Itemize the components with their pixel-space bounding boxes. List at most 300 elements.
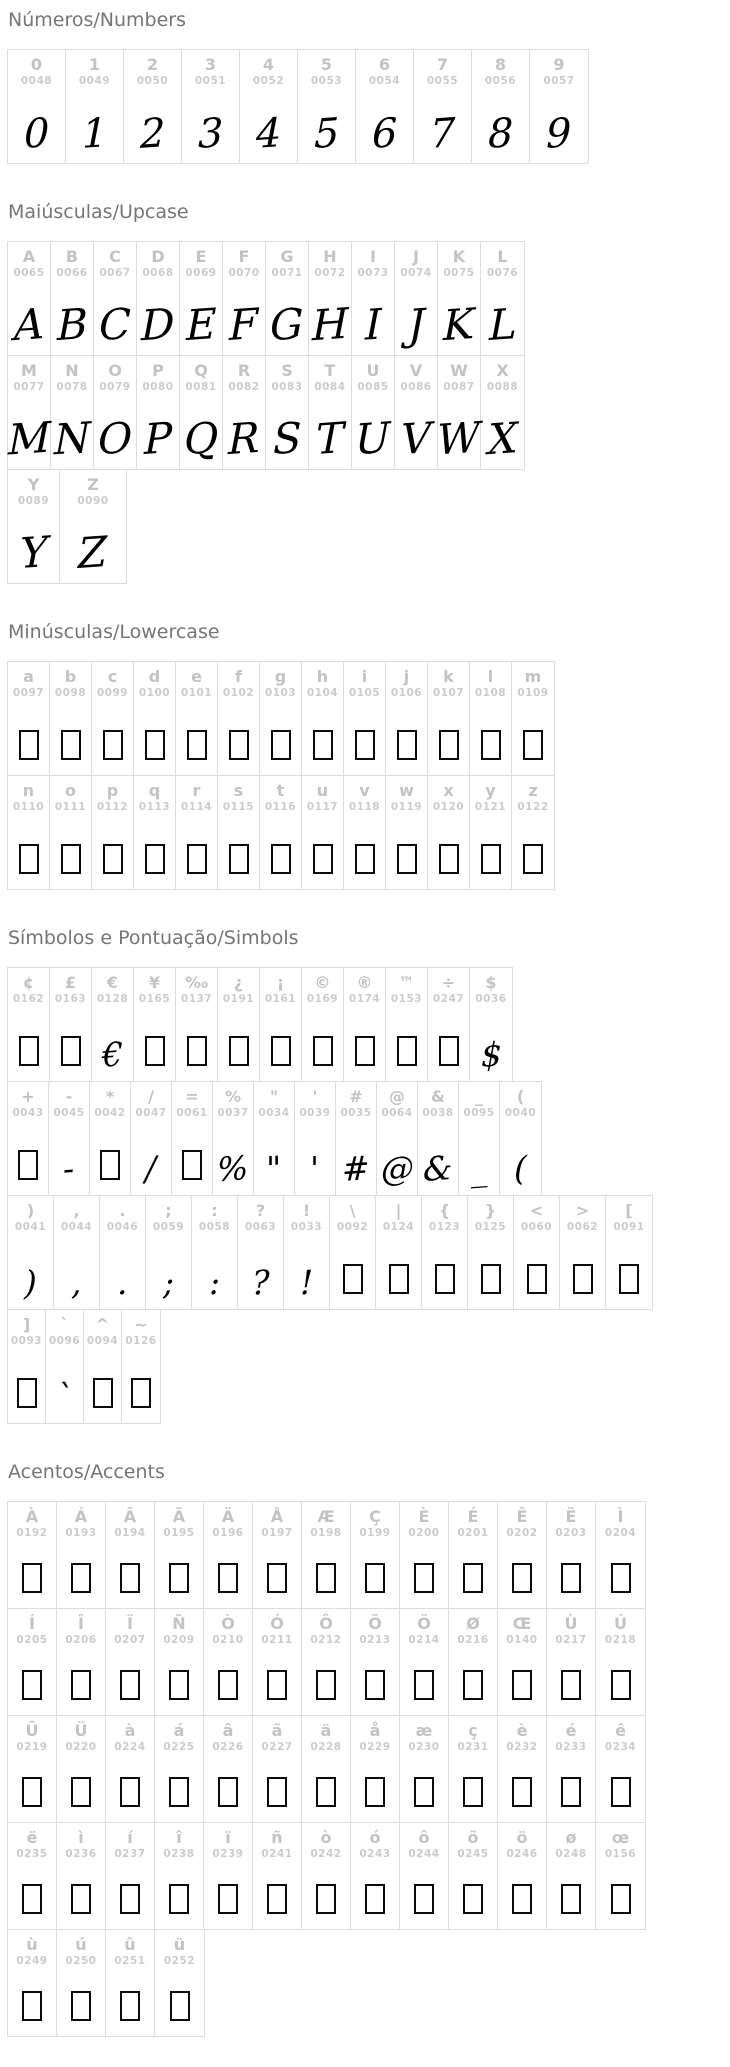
missing-glyph-box [397,1036,417,1066]
cell-unicode-code: 0153 [390,993,423,1005]
missing-glyph-box [145,1036,165,1066]
cell-unicode-code: 0250 [65,1955,97,1967]
glyph: C [98,299,132,351]
glyph-cell [498,1823,547,1929]
glyph-area [271,700,291,768]
glyph-area [143,394,173,465]
cell-unicode-code: 0174 [348,993,381,1005]
cell-unicode-code: 0236 [65,1848,97,1860]
glyph: P [143,413,173,465]
cell-char-label: X [496,361,509,380]
missing-glyph-box [22,1563,42,1593]
missing-glyph-box [313,844,333,874]
cell-char-label: i [361,667,368,686]
cell-unicode-code: 0192 [16,1527,48,1539]
glyph-cell [8,1310,46,1423]
cell-unicode-code: 0217 [555,1634,587,1646]
glyph-area [271,1006,291,1074]
glyph: : [208,1262,221,1303]
missing-glyph-box [414,1777,434,1807]
missing-glyph-box [619,1264,639,1294]
cell-unicode-code: 0117 [306,801,339,813]
glyph-area [365,1861,385,1922]
glyph-area [430,88,455,156]
glyph-row [7,1081,542,1196]
missing-glyph-box [19,1036,39,1066]
glyph-cell [137,356,180,469]
glyph-cell [449,1716,498,1822]
glyph-row [7,1929,205,2037]
glyph-cell [92,776,134,889]
glyph-cell [352,242,395,355]
cell-char-label: = [185,1087,199,1106]
glyph-cell [124,50,182,163]
missing-glyph-box [313,730,333,760]
missing-glyph-box [414,1563,434,1593]
glyph-area [182,1120,202,1188]
cell-char-label: D [151,247,165,266]
cell-unicode-code: 0246 [506,1848,538,1860]
glyph-area [443,280,475,351]
glyph: 3 [197,110,224,158]
missing-glyph-box [187,1036,207,1066]
missing-glyph-box [463,1777,483,1807]
cell-unicode-code: 0075 [443,267,475,279]
missing-glyph-box [22,1670,42,1700]
missing-glyph-box [218,1670,238,1700]
glyph: H [311,298,349,351]
glyph-cell [8,470,60,583]
cell-unicode-code: 0109 [517,687,549,699]
cell-char-label: 7 [436,55,449,74]
cell-unicode-code: 0074 [400,267,432,279]
cell-char-label: < [529,1201,544,1220]
glyph-row [7,1715,646,1823]
glyph: 6 [371,110,398,158]
cell-char-label: p [106,781,119,800]
cell-unicode-code: 0239 [212,1848,244,1860]
cell-unicode-code: 0061 [176,1107,208,1119]
cell-unicode-code: 0200 [408,1527,440,1539]
missing-glyph-box [573,1264,593,1294]
glyph-cell [547,1716,596,1822]
glyph-cell [596,1823,645,1929]
glyph-cell [302,1609,351,1715]
glyph: ) [24,1262,37,1303]
cell-char-label: Ã [172,1507,186,1526]
glyph: 8 [487,110,514,158]
cell-char-label: [ [625,1201,633,1220]
glyph-cell [400,1609,449,1715]
missing-glyph-box [61,844,81,874]
cell-unicode-code: 0121 [474,801,507,813]
glyph-area [316,1861,336,1922]
cell-unicode-code: 0252 [163,1955,196,1967]
cell-unicode-code: 0059 [152,1221,185,1233]
cell-unicode-code: 0123 [428,1221,461,1233]
cell-char-label: 5 [320,55,333,74]
cell-char-label: { [438,1201,451,1220]
glyph-area [71,1968,91,2029]
glyph-cell [449,1609,498,1715]
glyph-area [103,814,123,882]
glyph-cell [514,1196,560,1309]
cell-char-label: Á [74,1507,88,1526]
glyph-cell [213,1082,254,1195]
glyph-cell [8,968,50,1081]
glyph-cell [422,1196,468,1309]
glyph-cell [155,1823,204,1929]
missing-glyph-box [523,730,543,760]
glyph-cell [547,1502,596,1608]
cell-unicode-code: 0205 [16,1634,48,1646]
glyph-area [271,814,291,882]
cell-unicode-code: 0036 [475,993,507,1005]
glyph-cell [106,1716,155,1822]
cell-unicode-code: 0140 [506,1634,538,1646]
cell-unicode-code: 0063 [244,1221,277,1233]
cell-unicode-code: 0069 [185,267,217,279]
glyph-area [488,280,517,351]
cell-unicode-code: 0238 [163,1848,195,1860]
cell-char-label: ë [26,1828,38,1847]
cell-char-label: z [528,781,538,800]
cell-char-label: ì [78,1828,84,1847]
glyph-area [487,394,518,465]
cell-unicode-code: 0193 [65,1527,97,1539]
cell-unicode-code: 0209 [163,1634,195,1646]
cell-char-label: P [152,361,164,380]
missing-glyph-box [229,1036,249,1066]
glyph-cell [92,662,134,775]
cell-char-label: Ô [319,1614,333,1633]
glyph-area [63,1120,74,1188]
glyph-cell [547,1823,596,1929]
glyph-area [313,1006,333,1074]
cell-char-label: 9 [553,55,565,74]
glyph-area [439,1006,459,1074]
glyph-area [573,1234,593,1302]
cell-char-label: ó [369,1828,381,1847]
glyph-cell [253,1609,302,1715]
cell-char-label: Z [87,475,99,494]
glyph-cell [351,1502,400,1608]
glyph-row [7,355,525,470]
glyph-area [217,1120,248,1188]
cell-unicode-code: 0070 [228,267,260,279]
cell-char-label: ® [356,973,373,992]
cell-unicode-code: 0194 [114,1527,146,1539]
cell-unicode-code: 0079 [99,381,131,393]
glyph-area [512,1647,532,1708]
glyph-cell [204,1716,253,1822]
glyph-cell [51,242,94,355]
missing-glyph-box [611,1777,631,1807]
glyph: $ [480,1034,502,1076]
missing-glyph-box [19,730,39,760]
glyph: B [56,299,88,351]
cell-unicode-code: 0033 [290,1221,323,1233]
glyph-area [229,280,259,351]
cell-char-label: € [106,973,119,992]
glyph-area [561,1861,581,1922]
cell-unicode-code: 0039 [299,1107,331,1119]
glyph-area [22,1647,42,1708]
glyph: / [145,1148,157,1189]
cell-char-label: @ [389,1087,405,1106]
glyph-cell [400,1823,449,1929]
glyph-area [56,1348,73,1416]
glyph-cell [395,242,438,355]
cell-char-label: ? [255,1201,266,1220]
cell-unicode-code: 0077 [13,381,45,393]
glyph-cell [8,356,51,469]
cell-char-label: Í [29,1614,35,1633]
cell-unicode-code: 0087 [443,381,475,393]
cell-unicode-code: 0214 [408,1634,440,1646]
glyph-cell [218,776,260,889]
cell-unicode-code: 0249 [16,1955,48,1967]
cell-char-label: : [211,1201,218,1220]
missing-glyph-box [71,1991,91,2021]
cell-char-label: ¡ [276,973,285,992]
glyph-area [170,1968,190,2029]
cell-char-label: â [222,1721,234,1740]
cell-char-label: ¿ [233,973,244,992]
cell-unicode-code: 0227 [261,1741,293,1753]
cell-unicode-code: 0076 [486,267,519,279]
cell-char-label: , [73,1201,80,1220]
cell-unicode-code: 0034 [258,1107,290,1119]
missing-glyph-box [389,1264,409,1294]
glyph-cell [344,776,386,889]
cell-unicode-code: 0116 [264,801,297,813]
section-upcase [7,164,730,584]
glyph-cell [606,1196,652,1309]
glyph-cell [46,1310,84,1423]
cell-char-label: Q [194,361,208,380]
section-accents [7,1424,730,2037]
glyph-area [481,1234,501,1302]
missing-glyph-box [120,1991,140,2021]
glyph-cell [260,776,302,889]
missing-glyph-box [100,1150,120,1180]
glyph-cell [218,662,260,775]
glyph: ? [251,1262,270,1303]
glyph-cell [260,968,302,1081]
cell-char-label: c [107,667,118,686]
glyph-cell [309,242,352,355]
missing-glyph-box [611,1563,631,1593]
glyph-cell [449,1502,498,1608]
glyph: 2 [139,110,166,158]
missing-glyph-box [523,844,543,874]
glyph-cell [386,776,428,889]
cell-unicode-code: 0169 [306,993,339,1005]
glyph-cell [8,1930,57,2036]
cell-char-label: ú [75,1935,87,1954]
cell-char-label: a [23,667,34,686]
cell-char-label: r [192,781,201,800]
glyph-cell [547,1609,596,1715]
glyph-cell [596,1716,645,1822]
cell-char-label: 4 [262,55,275,74]
cell-char-label: û [124,1935,136,1954]
section-title-lowercase: Minúsculas/Lowercase [8,621,220,643]
glyph-cell [106,1930,155,2036]
cell-unicode-code: 0228 [310,1741,342,1753]
glyph: ( [514,1148,527,1189]
glyph: " [266,1148,282,1189]
cell-char-label: f [235,667,242,686]
cell-unicode-code: 0212 [310,1634,342,1646]
glyph-cell [155,1716,204,1822]
glyph-area [267,1861,287,1922]
glyph-area [61,700,81,768]
glyph-area [103,700,123,768]
glyph-cell [596,1502,645,1608]
cell-unicode-code: 0113 [138,801,171,813]
glyph: ` [56,1376,73,1417]
cell-char-label: # [349,1087,363,1106]
cell-unicode-code: 0198 [310,1527,342,1539]
glyph: . [117,1262,128,1303]
glyph-area [13,280,45,351]
glyph-cell [8,50,66,163]
missing-glyph-box [61,1036,81,1066]
glyph-area [120,1968,140,2029]
glyph-cell [302,968,344,1081]
glyph-cell [254,1082,295,1195]
glyph-area [267,1754,287,1815]
glyph-row [7,469,127,584]
cell-unicode-code: 0080 [142,381,174,393]
cell-unicode-code: 0195 [163,1527,195,1539]
missing-glyph-box [131,1378,151,1408]
glyph-cell [137,242,180,355]
glyph-cell [8,1823,57,1929]
glyph-cell [57,1502,106,1608]
cell-char-label: Å [270,1507,284,1526]
cell-unicode-code: 0035 [340,1107,372,1119]
glyph-cell [302,776,344,889]
glyph-cell [94,242,137,355]
cell-unicode-code: 0251 [114,1955,146,1967]
cell-char-label: ! [302,1201,311,1220]
glyph-cell [266,356,309,469]
glyph-cell [498,1716,547,1822]
glyph-area [523,814,543,882]
glyph-area [145,1006,165,1074]
missing-glyph-box [439,844,459,874]
cell-unicode-code: 0047 [135,1107,167,1119]
cell-char-label: \ [349,1201,356,1220]
glyph-area [365,280,382,348]
missing-glyph-box [611,1670,631,1700]
cell-char-label: È [418,1507,430,1526]
glyph-cell [180,356,223,469]
missing-glyph-box [463,1884,483,1914]
missing-glyph-box [365,1777,385,1807]
glyph-cell [155,1609,204,1715]
cell-char-label: Œ [512,1614,532,1633]
glyph-cell [418,1082,459,1195]
glyph-area [61,1006,81,1074]
cell-unicode-code: 0105 [348,687,381,699]
cell-unicode-code: 0081 [185,381,217,393]
cell-unicode-code: 0072 [314,267,346,279]
glyph-area [365,1647,385,1708]
cell-unicode-code: 0231 [457,1741,489,1753]
cell-char-label: ï [225,1828,231,1847]
missing-glyph-box [365,1670,385,1700]
glyph-area [355,394,391,465]
glyph-area [140,88,165,156]
missing-glyph-box [439,1036,459,1066]
missing-glyph-box [343,1264,363,1294]
cell-unicode-code: 0053 [310,75,343,87]
cell-unicode-code: 0163 [54,993,87,1005]
glyph-area [463,1540,483,1601]
cell-unicode-code: 0067 [99,267,131,279]
glyph: N [53,412,91,465]
glyph-cell [182,50,240,163]
glyph-cell [356,50,414,163]
cell-unicode-code: 0196 [212,1527,244,1539]
missing-glyph-box [355,1036,375,1066]
cell-char-label: Ø [466,1614,480,1633]
cell-char-label: w [399,781,414,800]
cell-char-label: ; [165,1201,172,1220]
glyph: ! [299,1262,314,1303]
cell-char-label: d [148,667,161,686]
glyph-area [187,814,207,882]
cell-unicode-code: 0111 [54,801,87,813]
cell-unicode-code: 0062 [566,1221,599,1233]
cell-char-label: ñ [271,1828,283,1847]
cell-unicode-code: 0244 [408,1848,440,1860]
glyph-row [7,1309,161,1424]
missing-glyph-box [512,1670,532,1700]
cell-char-label: ä [320,1721,332,1740]
glyph-cell [66,50,124,163]
missing-glyph-box [267,1777,287,1807]
glyph-area [397,814,417,882]
missing-glyph-box [512,1884,532,1914]
cell-char-label: k [443,667,454,686]
glyph: F [229,299,259,351]
cell-unicode-code: 0082 [228,381,260,393]
cell-char-label: Â [123,1507,137,1526]
glyph-cell [352,356,395,469]
glyph-area [71,1647,91,1708]
glyph: Q [183,412,219,465]
cell-unicode-code: 0245 [457,1848,489,1860]
missing-glyph-box [611,1884,631,1914]
section-lowercase [7,584,730,890]
glyph-area [611,1540,631,1601]
cell-unicode-code: 0095 [463,1107,495,1119]
glyph-cell [470,662,512,775]
glyph-area [256,88,281,156]
glyph-area [145,1120,156,1188]
cell-char-label: ã [271,1721,283,1740]
glyph-cell [309,356,352,469]
glyph-area [439,700,459,768]
cell-char-label: h [316,667,329,686]
cell-char-label: m [524,667,542,686]
glyph-cell [8,1502,57,1608]
